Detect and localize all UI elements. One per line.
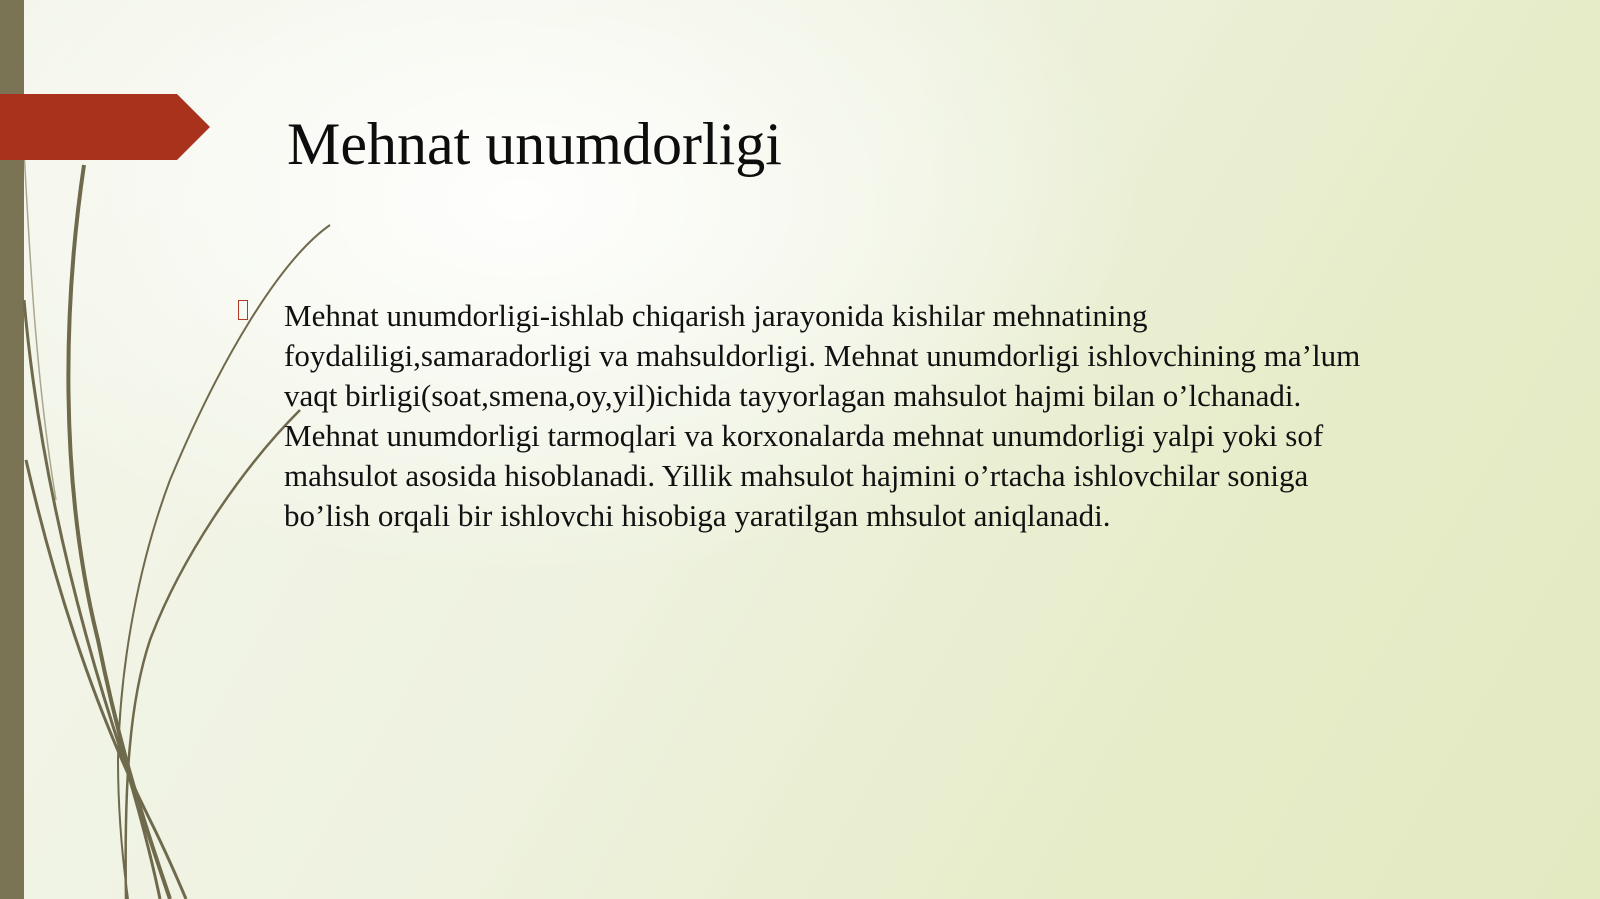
title-accent-chevron <box>0 94 210 160</box>
slide-body <box>238 296 1388 536</box>
bullet-item <box>238 296 1388 536</box>
square-outline-bullet-icon <box>238 300 248 320</box>
bullet-text: Mehnat unumdorligi-ishlab chiqarish jarayonida kishilar mehnatining foydaliligi,samaradorligi va mahsuldorligi. Mehnat unumdorligi ishlovchining ma’lum vaqt birligi(soat,smena,oy,yil)ichida tayyorlagan mahsulot hajmi bilan o’lchanadi. Mehnat unumdorligi tarmoqlari va korxonalarda mehnat unumdorligi yalpi yoki sof mahsulot asosida hisoblanadi. Yillik mahsulot hajmini o’rtacha ishlovchilar soniga bo’lish orqali bir ishlovchi hisobiga yaratilgan mhsulot aniqlanadi. <box>284 298 1361 533</box>
slide-title: Mehnat unumdorligi <box>287 111 782 177</box>
